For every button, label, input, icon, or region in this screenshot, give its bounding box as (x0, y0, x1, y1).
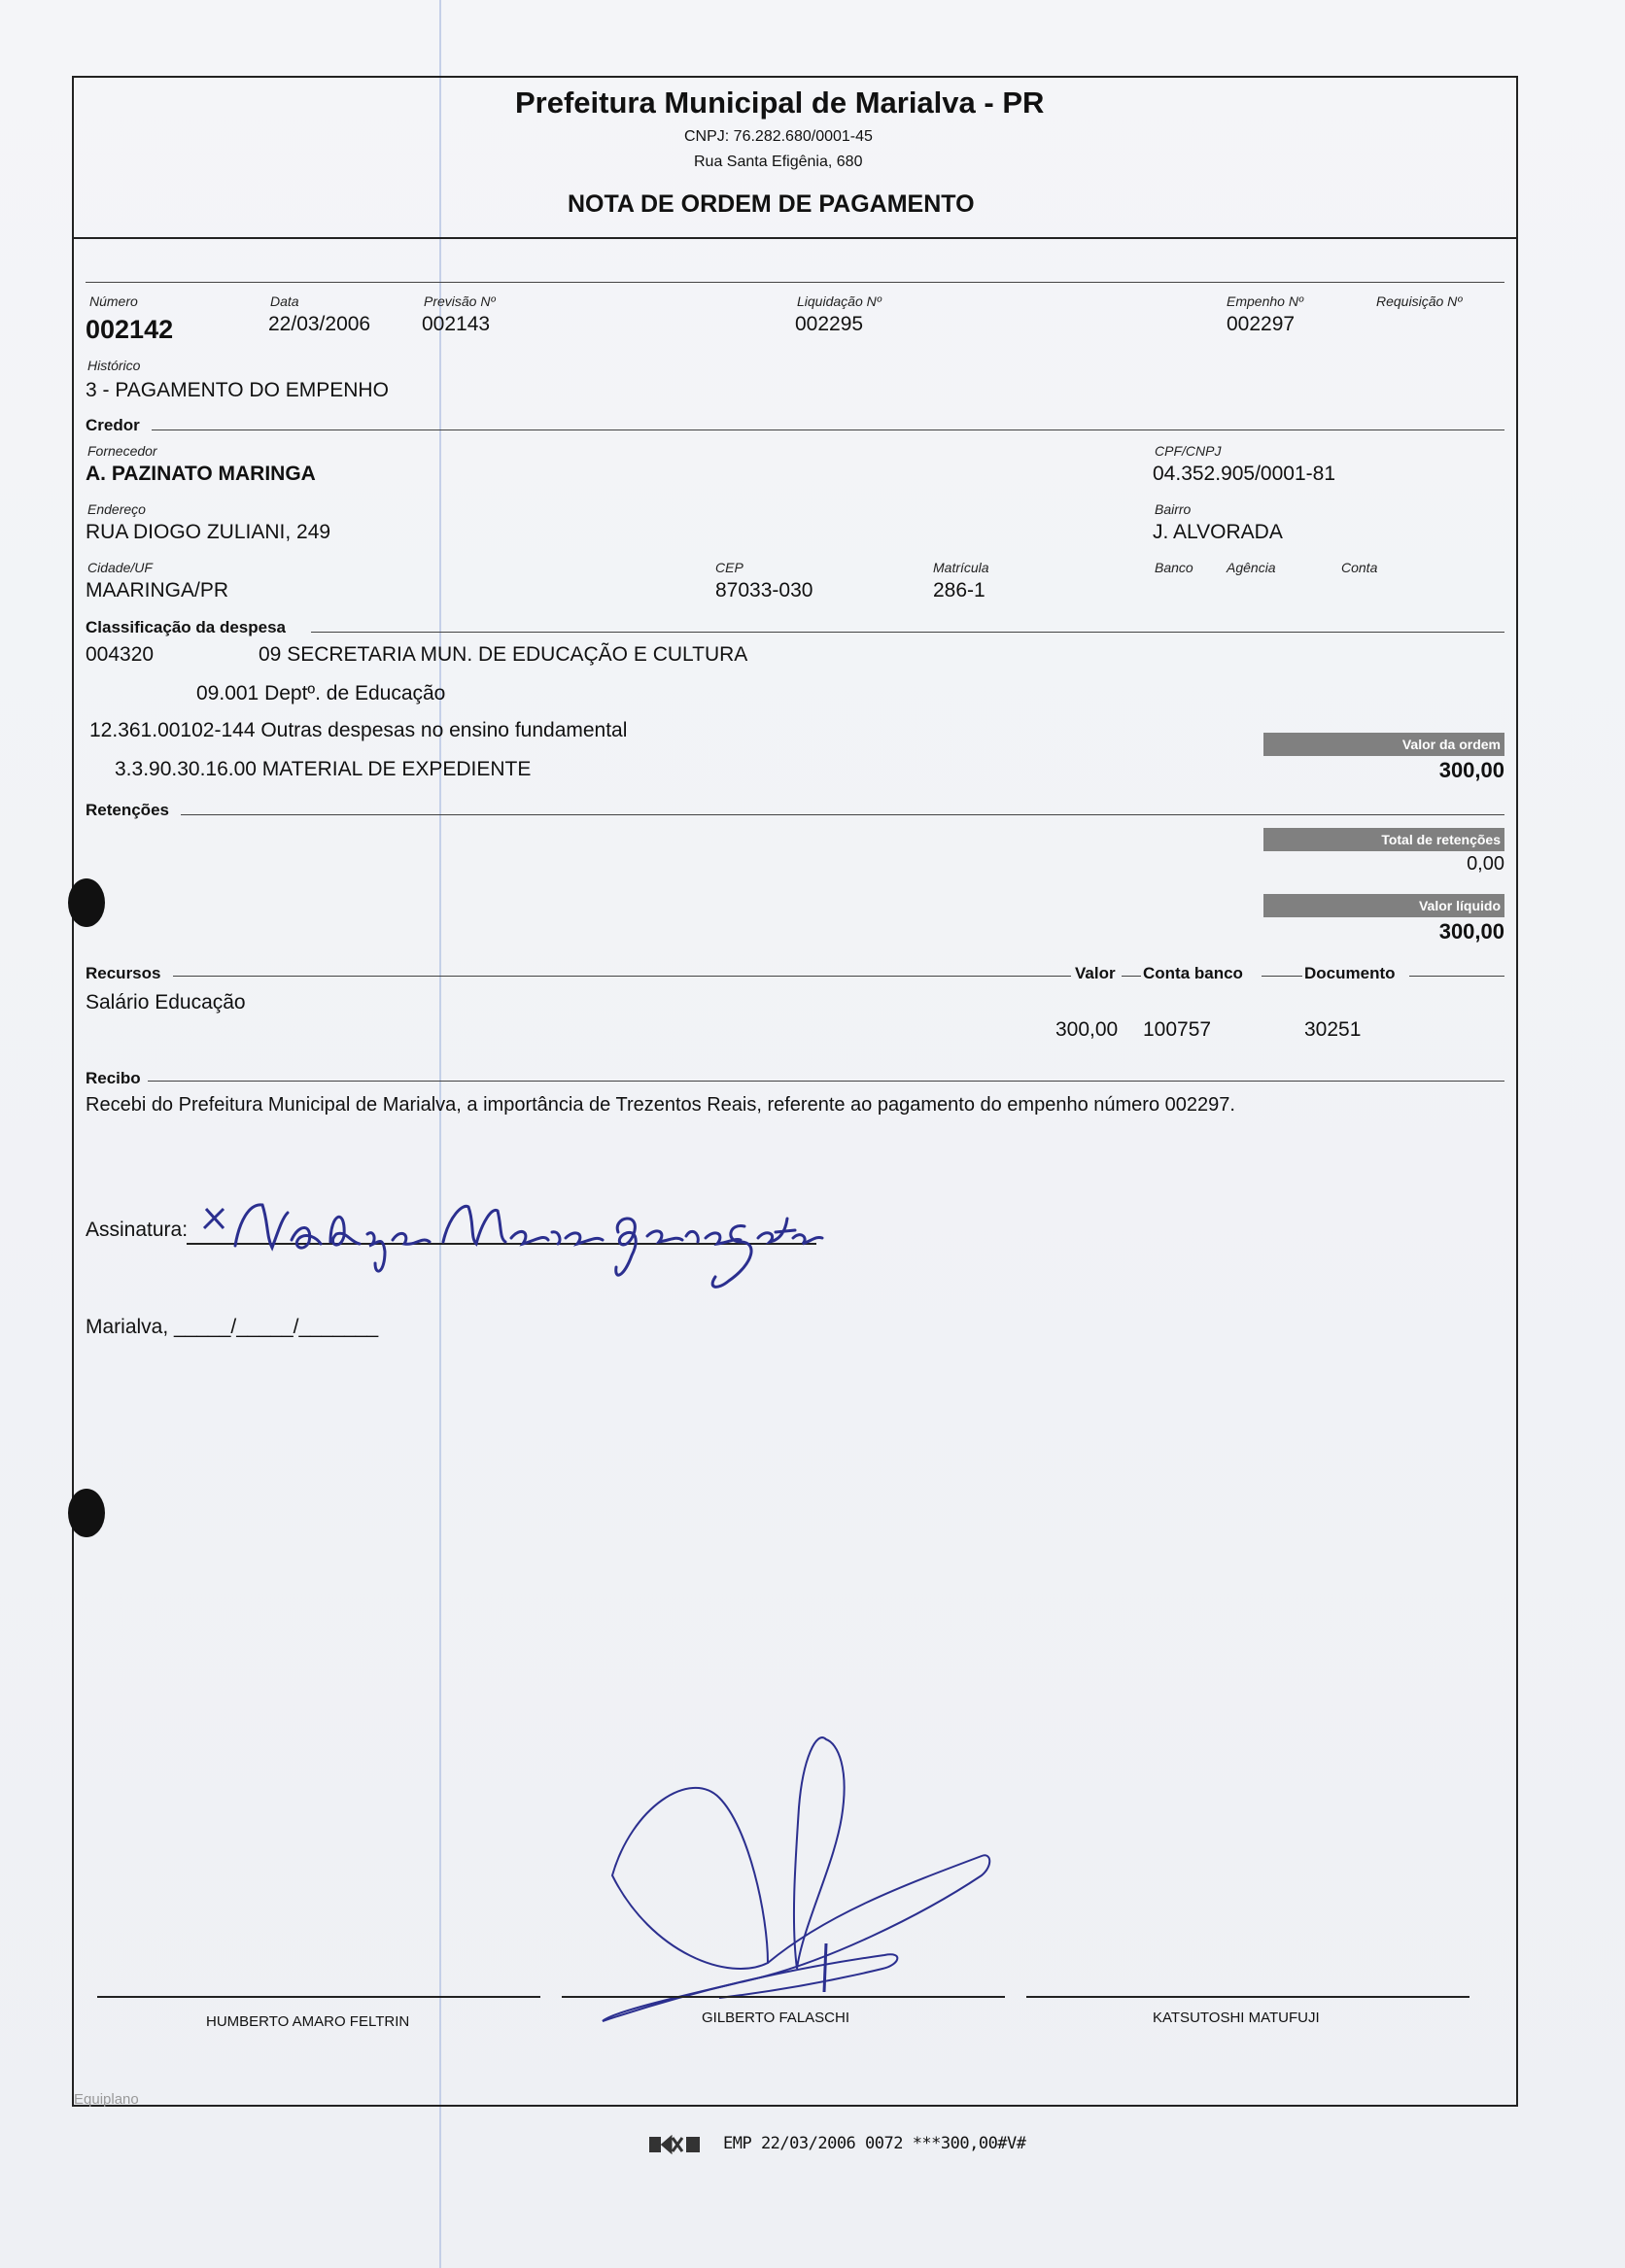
signature-line-1 (97, 1996, 540, 1998)
liquidacao-label: Liquidação Nº (797, 293, 882, 309)
data-value: 22/03/2006 (268, 313, 371, 335)
recipient-signature (185, 1184, 826, 1300)
institution-address: Rua Santa Efigênia, 680 (694, 154, 863, 170)
endereco-value: RUA DIOGO ZULIANI, 249 (86, 521, 331, 543)
historico-label: Histórico (87, 358, 141, 373)
signatory-1: HUMBERTO AMARO FELTRIN (206, 2013, 410, 2030)
assinatura-label: Assinatura: (86, 1219, 189, 1241)
endereco-label: Endereço (87, 501, 146, 517)
data-label: Data (270, 293, 299, 309)
institution-cnpj: CNPJ: 76.282.680/0001-45 (684, 128, 873, 145)
recibo-rule (148, 1081, 1504, 1082)
documento-label: Documento (1304, 964, 1396, 982)
retencoes-section-title: Retenções (86, 801, 169, 819)
punch-hole (68, 878, 105, 927)
empenho-label: Empenho Nº (1227, 293, 1304, 309)
requisicao-label: Requisição Nº (1376, 293, 1463, 309)
classificacao-line-2: 09.001 Deptº. de Educação (196, 682, 446, 704)
recursos-rule-2 (1122, 976, 1141, 977)
total-retencoes-label: Total de retenções (1263, 828, 1504, 851)
classificacao-rule (311, 632, 1504, 633)
signature-line-3 (1026, 1996, 1469, 1998)
recursos-valor-label: Valor (1075, 964, 1116, 982)
valor-liquido-value: 300,00 (1438, 919, 1504, 944)
previsao-label: Previsão Nº (424, 293, 496, 309)
local-date-line: Marialva, _____/_____/_______ (86, 1316, 379, 1338)
cpf-value: 04.352.905/0001-81 (1153, 463, 1336, 485)
authentication-stamp: EMP 22/03/2006 0072 ***300,00#V# (723, 2134, 1026, 2153)
conta-label: Conta (1341, 560, 1378, 575)
recursos-section-title: Recursos (86, 964, 161, 982)
recibo-section-title: Recibo (86, 1069, 141, 1087)
recursos-valor: 300,00 (1055, 1018, 1119, 1041)
bairro-value: J. ALVORADA (1153, 521, 1283, 543)
software-watermark: Equiplano (74, 2091, 139, 2108)
banco-label: Banco (1155, 560, 1193, 575)
fornecedor-value: A. PAZINATO MARINGA (86, 463, 316, 485)
recursos-conta-banco: 100757 (1143, 1018, 1212, 1041)
institution-title: Prefeitura Municipal de Marialva - PR (515, 86, 1045, 120)
previsao-value: 002143 (422, 313, 491, 335)
conta-banco-label: Conta banco (1143, 964, 1243, 982)
authorizer-signature (573, 1720, 1001, 2041)
classificacao-code: 004320 (86, 643, 155, 666)
numero-label: Número (89, 293, 138, 309)
empenho-value: 002297 (1227, 313, 1296, 335)
retencoes-rule (181, 814, 1504, 815)
recursos-rule-3 (1262, 976, 1302, 977)
signatory-2: GILBERTO FALASCHI (702, 2010, 849, 2026)
ids-top-rule (86, 282, 1504, 283)
numero-value: 002142 (86, 315, 174, 344)
document-title: NOTA DE ORDEM DE PAGAMENTO (568, 190, 975, 218)
matricula-label: Matrícula (933, 560, 989, 575)
recursos-fonte: Salário Educação (86, 991, 246, 1014)
valor-ordem-value: 300,00 (1438, 758, 1504, 782)
classificacao-section-title: Classificação da despesa (86, 618, 287, 636)
agencia-label: Agência (1227, 560, 1276, 575)
recursos-rule-4 (1409, 976, 1504, 977)
historico-value: 3 - PAGAMENTO DO EMPENHO (86, 379, 389, 401)
cidade-value: MAARINGA/PR (86, 579, 229, 601)
valor-ordem-label: Valor da ordem (1263, 733, 1504, 756)
matricula-value: 286-1 (933, 579, 985, 601)
header-separator (72, 237, 1518, 239)
cpf-label: CPF/CNPJ (1155, 443, 1222, 459)
classificacao-line-3: 12.361.00102-144 Outras despesas no ensino fundamental (89, 719, 628, 741)
cep-label: CEP (715, 560, 743, 575)
stamp-logo-icon (649, 2134, 700, 2155)
total-retencoes-value: 0,00 (1467, 853, 1504, 875)
cep-value: 87033-030 (715, 579, 813, 601)
cidade-label: Cidade/UF (87, 560, 153, 575)
valor-liquido-label: Valor líquido (1263, 894, 1504, 917)
recursos-rule (173, 976, 1071, 977)
recibo-text: Recebi do Prefeitura Municipal de Marialva, a importância de Trezentos Reais, referente ao pagamento do empenho número 002297. (86, 1094, 1235, 1116)
recursos-documento: 30251 (1304, 1018, 1362, 1041)
fornecedor-label: Fornecedor (87, 443, 157, 459)
classificacao-line-1: 09 SECRETARIA MUN. DE EDUCAÇÃO E CULTURA (259, 643, 748, 666)
signatory-3: KATSUTOSHI MATUFUJI (1153, 2010, 1320, 2026)
signature-line-2 (562, 1996, 1005, 1998)
classificacao-line-4: 3.3.90.30.16.00 MATERIAL DE EXPEDIENTE (115, 758, 532, 780)
punch-hole (68, 1489, 105, 1537)
credor-section-title: Credor (86, 416, 140, 434)
liquidacao-value: 002295 (795, 313, 864, 335)
bairro-label: Bairro (1155, 501, 1192, 517)
